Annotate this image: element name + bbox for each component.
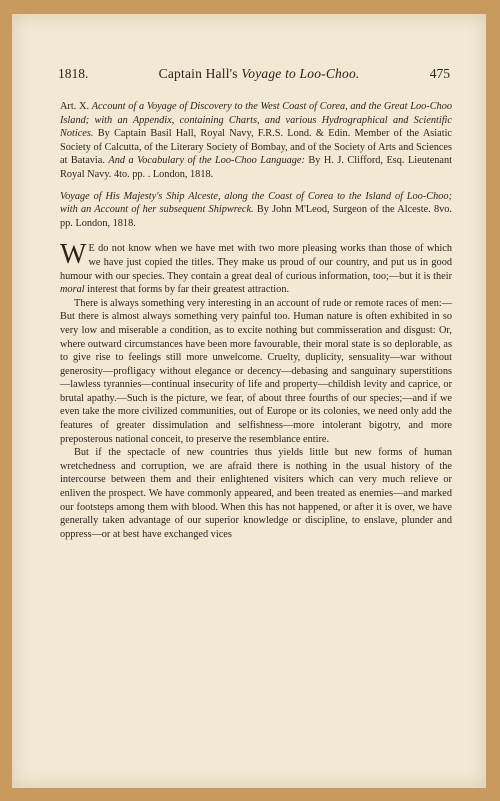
book-page: [12, 14, 486, 788]
review-entry-1: [60, 100, 452, 182]
review-entry-2: [60, 190, 452, 231]
review-1-vocabulary: And a Vocabulary of the Loo-Choo Language:: [108, 155, 305, 167]
article-number: Art. X.: [60, 101, 90, 112]
paragraph-2: There is always something very interesting in an account of rude or remote races of men:—But there is almost always something very painful too. Human nature is often exhibited in so very low and miserable a condition, as to excite nothing but commisseration and disgust: Or, where outward circumstances have been more favourable, their moral state is so deplorable, as to give rise to feelings still more unwelcome. Cruelty, duplicity, sensuality—war without generosity—profligacy without elegance or decency—debasing and sanguinary superstitions—lawless tyrannies—continual insecurity of life and property—childish levity and caprice, or brutal apathy.—Such is the picture, we fear, of about three fourths of our species;—and if we even take the more civilized communities, out of Europe or its colonies, we need only add the features of greater dissimulation and selfishness—more intolerant bigotry, and more preposterous national conceit, to preserve the resemblance entire.: [60, 297, 452, 445]
drop-cap: W: [60, 239, 87, 271]
header-title: [159, 66, 360, 82]
header-year: 1818.: [58, 66, 89, 81]
article-text: [60, 239, 452, 541]
header-title-italic: Voyage to Loo-Choo.: [241, 66, 360, 81]
header-title-text: Captain Hall's: [158, 66, 242, 81]
review-2-author: By John M'Leod, Surgeon of the Alceste. 8vo. pp. London, 1818.: [60, 204, 453, 229]
reviewed-works: [60, 100, 452, 230]
paragraph-1-text: E do not know when we have met with two more pleasing works than those of which we have just copied the titles. They make us proud of our country, and put us in good humour with our species. They contain a great deal of curious information, too;—but it is their: [60, 243, 452, 282]
paragraph-1-emphasis: moral: [60, 284, 85, 296]
paragraph-1-end: interest that forms by far their greatest attraction.: [84, 284, 290, 296]
paragraph-1: [60, 239, 452, 296]
page-body: [60, 100, 452, 541]
running-header: [58, 66, 450, 82]
review-1-vocabulary-author: By H. J. Clifford, Esq. Lieutenant Royal Navy. 4to. pp. . London, 1818.: [60, 155, 452, 180]
page-number: 475: [429, 66, 450, 81]
review-1-author: By Captain Basil Hall, Royal Navy, F.R.S. Lond. & Edin. Member of the Asiatic Society of Calcutta, of the Literary Society of Bombay, and of the Society of Arts and Sciences at Batavia.: [60, 128, 453, 167]
review-1-title: Account of a Voyage of Discovery to the West Coast of Corea, and the Great Loo-Choo Island; with an Appendix, containing Charts, and various Hydrographical and Scientific Notices.: [60, 101, 453, 140]
review-2-title: Voyage of His Majesty's Ship Alceste, along the Coast of Corea to the Island of Loo-Choo; with an Account of her subsequent Shipwreck.: [60, 190, 452, 216]
paragraph-3: But if the spectacle of new countries thus yields little but new forms of human wretchedness and corruption, we are afraid there is nothing in the usual history of the intercourse between them and their enlightened visiters which can very much relieve or enliven the prospect. We have commonly appeared, and been treated as enemies—and marked our footsteps among them with blood. When this has not happened, or after it is over, we have generally taken advantage of our superior knowledge or discipline, to enslave, plunder and oppress—or at best have exchanged vices: [60, 447, 452, 540]
